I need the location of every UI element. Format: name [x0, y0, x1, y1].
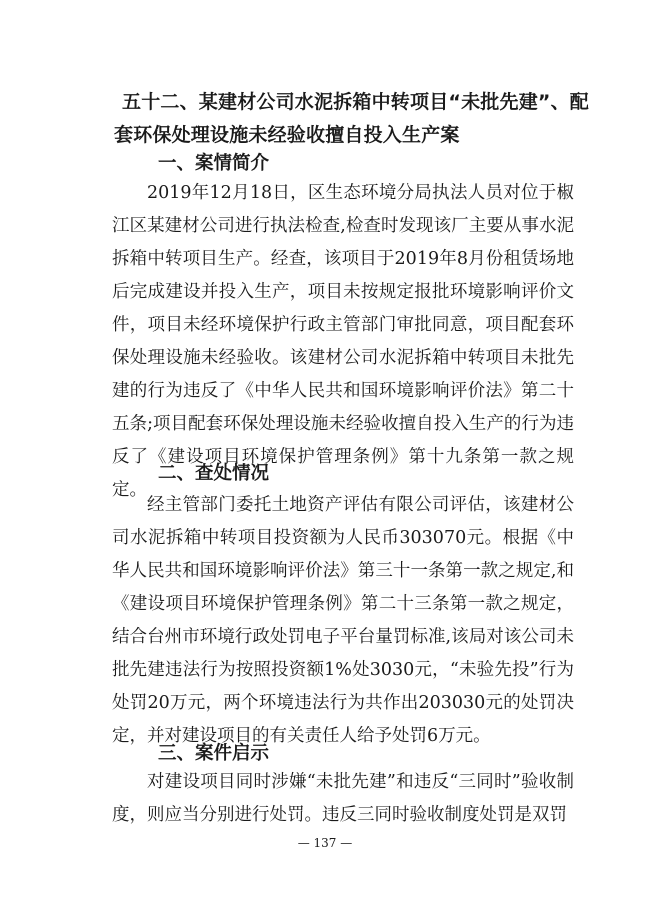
section-paragraph-lessons: 对建设项目同时涉嫌“未批先建”和违反“三同时”验收制度，则应当分别进行处罚。违反三同时验收制度处罚是双罚: [112, 772, 574, 825]
section-heading-investigation: 二、查处情况: [158, 463, 270, 484]
case-title-line-1: 五十二、某建材公司水泥拆箱中转项目“未批先建”、配: [122, 91, 589, 113]
case-title-line-2: 套环保处理设施未经验收擅自投入生产案: [114, 124, 460, 146]
section-paragraph-case-summary: 2019年12月18日，区生态环境分局执法人员对位于椒江区某建材公司进行执法检查,检查时发现该厂主要从事水泥拆箱中转项目生产。经查，该项目于2019年8月份租赁场地后完成建设并投入生产，项目未按规定报批环境影响评价文件，项目未经环境保护行政主管部门审批同意，项目配套环保处理设施未经验收。该建材公司水泥拆箱中转项目未批先建的行为违反了《中华人民共和国环境影响评价法》第二十五条;项目配套环保处理设施未经验收擅自投入生产的行为违反了《建设项目环境保护管理条例》第十九条第一款之规定。: [112, 183, 574, 500]
case-title: [112, 86, 589, 152]
section-paragraph-investigation: 经主管部门委托土地资产评估有限公司评估，该建材公司水泥拆箱中转项目投资额为人民币303070元。根据《中华人民共和国环境影响评价法》第三十一条第一款之规定,和《建设项目环境保护管理条例》第二十三条第一款之规定，结合台州市环境行政处罚电子平台量罚标准,该局对该公司未批先建违法行为按照投资额1%处3030元，“未验先投”行为处罚20万元，两个环境违法行为共作出203030元的处罚决定，并对建设项目的有关责任人给予处罚6万元。: [112, 495, 574, 746]
section-heading-case-summary: 一、案情简介: [158, 153, 270, 174]
page-number: — 137 —: [297, 836, 353, 850]
section-heading-lessons: 三、案件启示: [158, 743, 270, 764]
